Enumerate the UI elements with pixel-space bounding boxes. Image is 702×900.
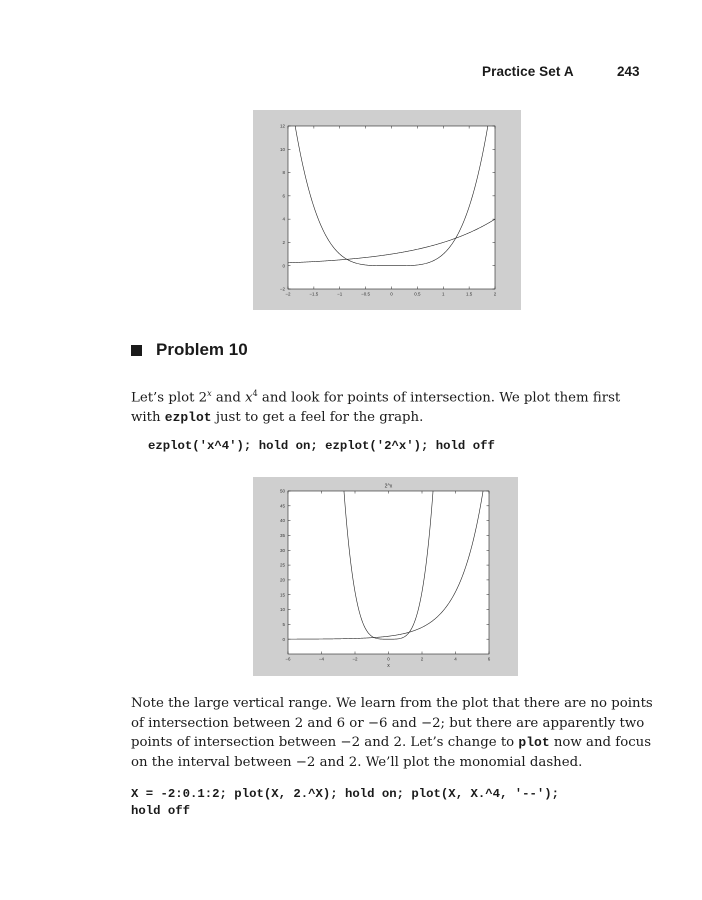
paragraph-2 [131,694,651,772]
y-tick-label: −2 [279,286,285,292]
chart-title: 2^x [384,483,393,490]
inline-code: plot [518,735,550,750]
y-tick-label: 15 [279,592,285,598]
plot-area [288,126,495,289]
y-tick-label: 6 [282,193,285,199]
text-run: points of intersection between −2 and 2. Let’s change to [131,735,519,750]
y-tick-label: 10 [279,146,285,152]
x-tick-label: −6 [285,656,291,662]
y-tick-label: 45 [279,503,285,509]
superscript: 4 [252,389,258,398]
paragraph-2-line-3 [131,733,651,753]
text-run: and [211,390,246,406]
y-tick-label: 0 [282,636,285,642]
text-run: with [131,409,165,425]
y-tick-label: 4 [282,216,285,222]
x-tick-label: 2 [493,291,497,297]
code-block-1: ezplot('x^4'); hold on; ezplot('2^x'); hold off [148,439,495,453]
x-tick-label: 1.5 [465,291,473,297]
x-tick-label: −1 [337,291,343,297]
italic-variable: x [245,390,253,406]
x-tick-label: −2 [352,656,358,662]
x-axis-label: x [387,663,390,669]
y-tick-label: 25 [279,562,285,568]
paragraph-2-line-2: of intersection between 2 and 6 or −6 and −2; but there are apparently two [131,715,645,731]
x-tick-label: −4 [318,656,325,662]
header-section-title: Practice Set A [482,64,574,79]
y-tick-label: 50 [279,488,285,494]
figure-1 [253,110,521,310]
plot-area [288,491,489,654]
paragraph-1-line-2 [131,408,651,428]
x-tick-label: 6 [487,656,491,662]
text-run: and look for points of intersection. We plot them first [257,390,621,406]
x-tick-label: 0 [387,656,390,662]
code-block-2-line-2: hold off [131,804,191,818]
x-tick-label: −0.5 [361,291,371,297]
x-tick-label: 4 [454,656,457,662]
superscript: x [207,389,212,398]
chart-1-svg [253,110,521,310]
text-run: just to get a feel for the graph. [211,409,424,425]
text-run: now and focus [549,735,652,750]
problem-heading [131,340,248,360]
header-page-number: 243 [617,64,640,79]
paragraph-2-line-4: on the interval between −2 and 2. We’ll plot the monomial dashed. [131,754,583,770]
x-tick-label: 1 [441,291,445,297]
y-tick-label: 0 [282,263,285,269]
chart-2-svg [253,477,518,676]
x-tick-label: 2 [420,656,424,662]
y-tick-label: 2 [282,240,285,246]
paragraph-2-line-1: Note the large vertical range. We learn from the plot that there are no points [131,696,653,711]
code-block-2-line-1: X = -2:0.1:2; plot(X, 2.^X); hold on; plot(X, X.^4, '--'); [131,787,560,801]
y-tick-label: 12 [279,123,285,129]
y-tick-label: 8 [282,170,285,176]
figure-2 [253,477,518,676]
problem-title: Problem 10 [156,340,248,359]
y-tick-label: 20 [279,577,285,583]
y-tick-label: 10 [279,607,285,613]
x-tick-label: −1.5 [309,291,319,297]
heading-square-icon [131,345,142,356]
x-tick-label: −2 [285,291,291,297]
y-tick-label: 40 [279,518,285,524]
inline-code: ezplot [164,409,212,425]
paragraph-1 [131,384,651,427]
paragraph-1-line-1 [131,384,651,408]
y-tick-label: 5 [282,621,285,627]
x-tick-label: 0 [390,291,393,297]
y-tick-label: 30 [279,547,285,553]
text-run: Let’s plot 2 [131,390,208,406]
x-tick-label: 0.5 [414,291,421,297]
y-tick-label: 35 [279,533,285,539]
